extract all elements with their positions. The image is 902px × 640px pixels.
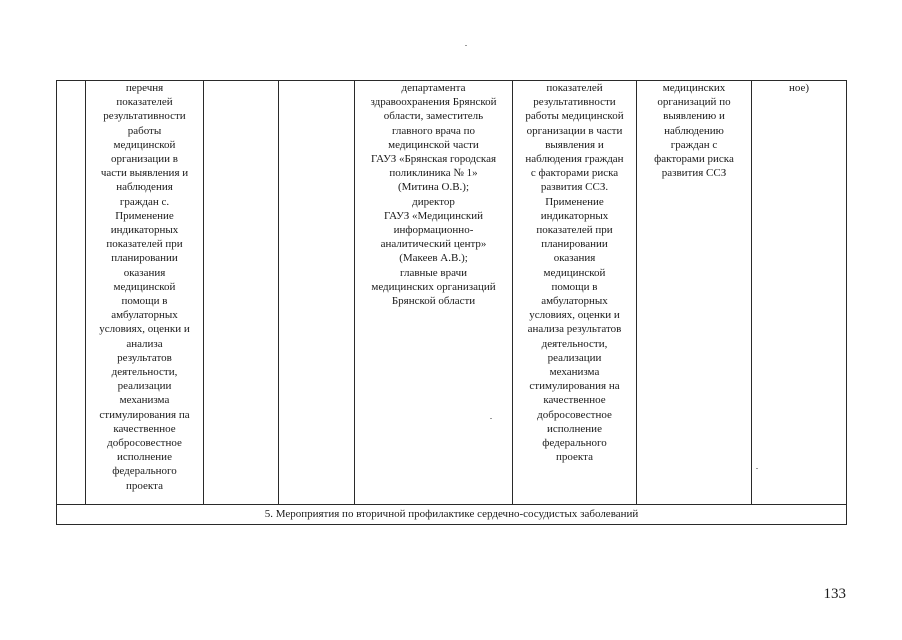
scan-speck bbox=[756, 468, 758, 469]
measures-table bbox=[56, 80, 847, 525]
cell-result: медицинских организаций по выявлению и наблюдению граждан с факторами риска развития ССЗ bbox=[637, 81, 752, 505]
section-row bbox=[57, 505, 847, 525]
table-row bbox=[57, 81, 847, 505]
page-number: 133 bbox=[823, 586, 846, 602]
cell-responsible: департамента здравоохранения Брянской области, заместитель главного врача по медицинской части ГАУЗ «Брянская городская поликлиника № 1» (Митина О.В.); директор ГАУЗ «Медицинский информационно- аналитический центр» (Макеев А.В.); главные врачи медицинских организаций Брянской области bbox=[355, 81, 513, 505]
scan-speck bbox=[465, 45, 467, 46]
cell-measure-name: перечня показателей результативности работы медицинской организации в части выявления и наблюдения граждан с. Применение индикаторных показателей при планировании оказания медицинской помощи в амбулаторных условиях, оценки и анализа результатов деятельности, реализации механизма стимулирования па качественное добросовестное исполнение федерального проекта bbox=[86, 81, 204, 505]
section-title: 5. Мероприятия по вторичной профилактике сердечно-сосудистых заболеваний bbox=[57, 505, 847, 525]
scan-speck bbox=[490, 418, 492, 419]
cell-number bbox=[57, 81, 86, 505]
cell-end-date bbox=[279, 81, 355, 505]
cell-control: ное) bbox=[752, 81, 847, 505]
cell-start-date bbox=[204, 81, 279, 505]
cell-characteristic: показателей результативности работы медицинской организации в части выявления и наблюдения граждан с факторами риска развития ССЗ. Применение индикаторных показателей при планировании оказания медицинской помощи в амбулаторных условиях, оценки и анализа результатов деятельности, реализации механизма стимулирования на качественное добросовестное исполнение федерального проекта bbox=[513, 81, 637, 505]
